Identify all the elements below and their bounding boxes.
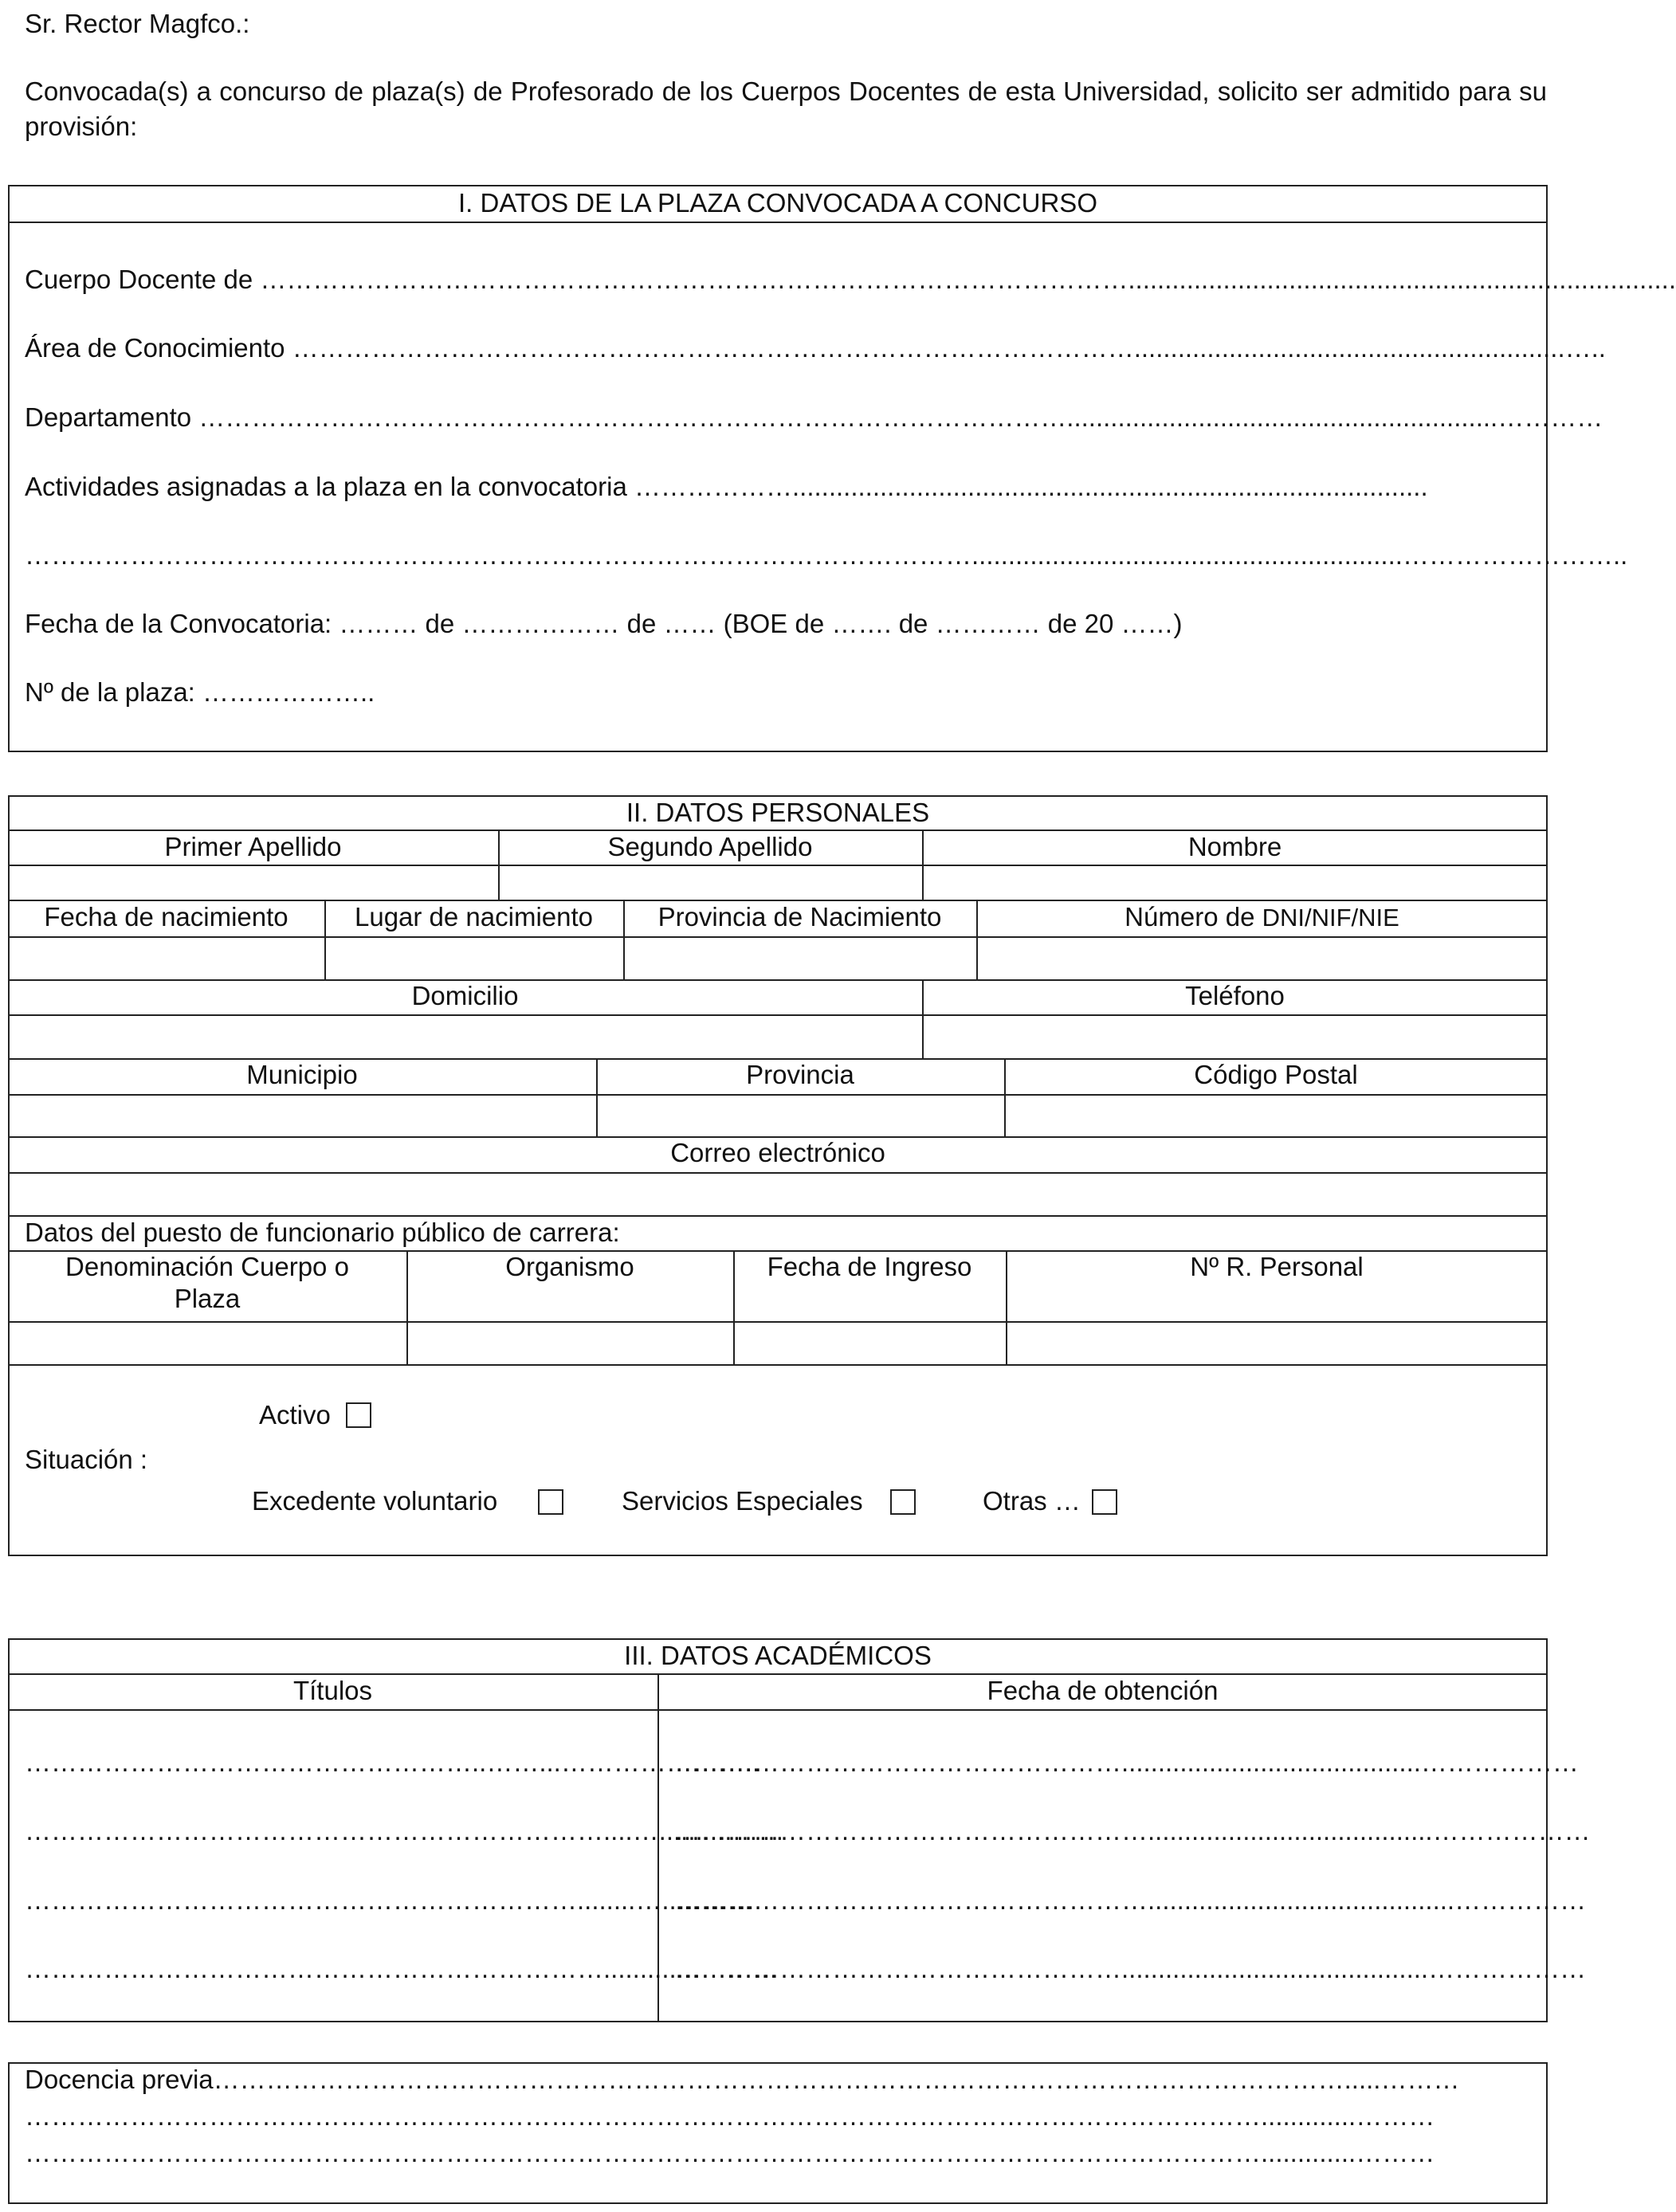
- otras-checkbox[interactable]: [1092, 1489, 1117, 1515]
- fecha-obtencion-line[interactable]: …………………………………………….........................................………………: [674, 1747, 1579, 1777]
- titulo-line[interactable]: ……………………………………………..……...…………………..: [25, 1747, 760, 1777]
- primer-apellido-input[interactable]: [10, 866, 497, 898]
- organismo-header: Organismo: [505, 1252, 634, 1281]
- otras-label: Otras …: [983, 1486, 1081, 1516]
- dni-input[interactable]: [978, 938, 1546, 978]
- fecha-obtencion-line[interactable]: ………………………………………………..........................................……………: [674, 1885, 1587, 1915]
- fecha-convocatoria-field[interactable]: Fecha de la Convocatoria: ……… de ……………… de …… (BOE de ……. de ………… de 20 ……): [25, 609, 1183, 638]
- telefono-input[interactable]: [924, 1016, 1546, 1057]
- section-1-title: I. DATOS DE LA PLAZA CONVOCADA A CONCURSO: [457, 188, 1097, 218]
- servicios-especiales-checkbox[interactable]: [890, 1489, 916, 1515]
- denominacion-header-line2: Plaza: [174, 1284, 241, 1313]
- lugar-nacimiento-input[interactable]: [326, 938, 622, 978]
- correo-input[interactable]: [10, 1174, 1546, 1214]
- fecha-ingreso-header: Fecha de Ingreso: [767, 1252, 972, 1281]
- provincia-input[interactable]: [598, 1096, 1003, 1135]
- dni-header-suffix: DNI/NIF/NIE: [1262, 904, 1399, 931]
- dni-header: [976, 900, 1548, 935]
- correo-header: Correo electrónico: [670, 1138, 885, 1167]
- domicilio-input[interactable]: [10, 1016, 920, 1057]
- servicios-especiales-label: Servicios Especiales: [622, 1486, 863, 1516]
- provincia-nacimiento-input[interactable]: [625, 938, 975, 978]
- provincia-nacimiento-header: Provincia de Nacimiento: [657, 902, 942, 931]
- codigo-postal-input[interactable]: [1006, 1096, 1546, 1135]
- numero-plaza-field[interactable]: Nº de la plaza: ………………..: [25, 677, 375, 707]
- lugar-nacimiento-header: Lugar de nacimiento: [354, 902, 594, 931]
- domicilio-header: Domicilio: [411, 981, 519, 1010]
- dni-header-prefix: Número de: [1125, 902, 1262, 931]
- activo-checkbox[interactable]: [346, 1402, 371, 1428]
- titulos-header: Títulos: [292, 1676, 373, 1705]
- actividades-field-continued[interactable]: ………………………………………………………………………………………………...........................................................……………………..: [25, 540, 1628, 570]
- denominacion-header: [8, 1251, 406, 1315]
- nombre-input[interactable]: [924, 866, 1546, 898]
- fecha-nacimiento-header: Fecha de nacimiento: [44, 902, 288, 931]
- municipio-input[interactable]: [10, 1096, 595, 1135]
- fecha-obtencion-header: Fecha de obtención: [987, 1676, 1219, 1705]
- excedente-checkbox[interactable]: [538, 1489, 563, 1515]
- segundo-apellido-input[interactable]: [500, 866, 920, 898]
- activo-label: Activo: [259, 1400, 331, 1430]
- situacion-label: Situación :: [25, 1445, 148, 1474]
- titulo-line[interactable]: ………………………………………………………........…..………: [25, 1885, 756, 1915]
- fecha-nacimiento-input[interactable]: [10, 938, 323, 978]
- titulo-line[interactable]: …………………………………………………………...........….…….: [25, 1954, 778, 1983]
- intro-paragraph: Convocada(s) a concurso de plaza(s) de Profesorado de los Cuerpos Docentes de esta Universidad, solicito ser admitido para su provisión:: [25, 76, 1547, 141]
- titulo-line[interactable]: …………………………………………………………....…..........……: [25, 1816, 785, 1845]
- fecha-ingreso-input[interactable]: [735, 1323, 1004, 1363]
- excedente-label: Excedente voluntario: [252, 1486, 498, 1516]
- primer-apellido-header: Primer Apellido: [164, 832, 342, 861]
- docencia-line[interactable]: …………………………………………………………………………………………………………………………….............………: [25, 2101, 1435, 2131]
- funcionario-label: Datos del puesto de funcionario público de carrera:: [25, 1218, 620, 1247]
- telefono-header: Teléfono: [1185, 981, 1285, 1010]
- fecha-obtencion-line[interactable]: ……………………………………………….......................................………………: [674, 1816, 1591, 1845]
- segundo-apellido-header: Segundo Apellido: [607, 832, 813, 861]
- nr-personal-input[interactable]: [1007, 1323, 1546, 1363]
- codigo-postal-header: Código Postal: [1194, 1060, 1358, 1089]
- actividades-field[interactable]: Actividades asignadas a la plaza en la convocatoria ……………….......................................................................................: [25, 472, 1428, 501]
- fecha-obtencion-line[interactable]: ……………………………………………..........................................………………: [674, 1954, 1587, 1983]
- municipio-header: Municipio: [246, 1060, 358, 1089]
- section-2-title: II. DATOS PERSONALES: [626, 798, 930, 827]
- docencia-line[interactable]: …………………………………………………………………………………………………………………………….............………: [25, 2138, 1435, 2167]
- nombre-header: Nombre: [1187, 832, 1282, 861]
- docencia-line[interactable]: Docencia previa………………………………………………………………………………………………………………….....………: [25, 2065, 1460, 2094]
- salutation: Sr. Rector Magfco.:: [25, 9, 250, 38]
- section-3-title: III. DATOS ACADÉMICOS: [624, 1641, 932, 1670]
- departamento-field[interactable]: Departamento ………………………………………………………………………………………...........................................................…………: [25, 402, 1603, 432]
- organismo-input[interactable]: [408, 1323, 732, 1363]
- denominacion-header-line1: Denominación Cuerpo o: [65, 1252, 349, 1281]
- provincia-header: Provincia: [746, 1060, 854, 1089]
- denominacion-input[interactable]: [10, 1323, 405, 1363]
- area-conocimiento-field[interactable]: Área de Conocimiento ……………………………………………………………………………………...........................................................…..: [25, 333, 1606, 363]
- cuerpo-docente-field[interactable]: Cuerpo Docente de ………………………………………………………………………………………...........................................................................: [25, 265, 1676, 294]
- nr-personal-header: Nº R. Personal: [1190, 1252, 1364, 1281]
